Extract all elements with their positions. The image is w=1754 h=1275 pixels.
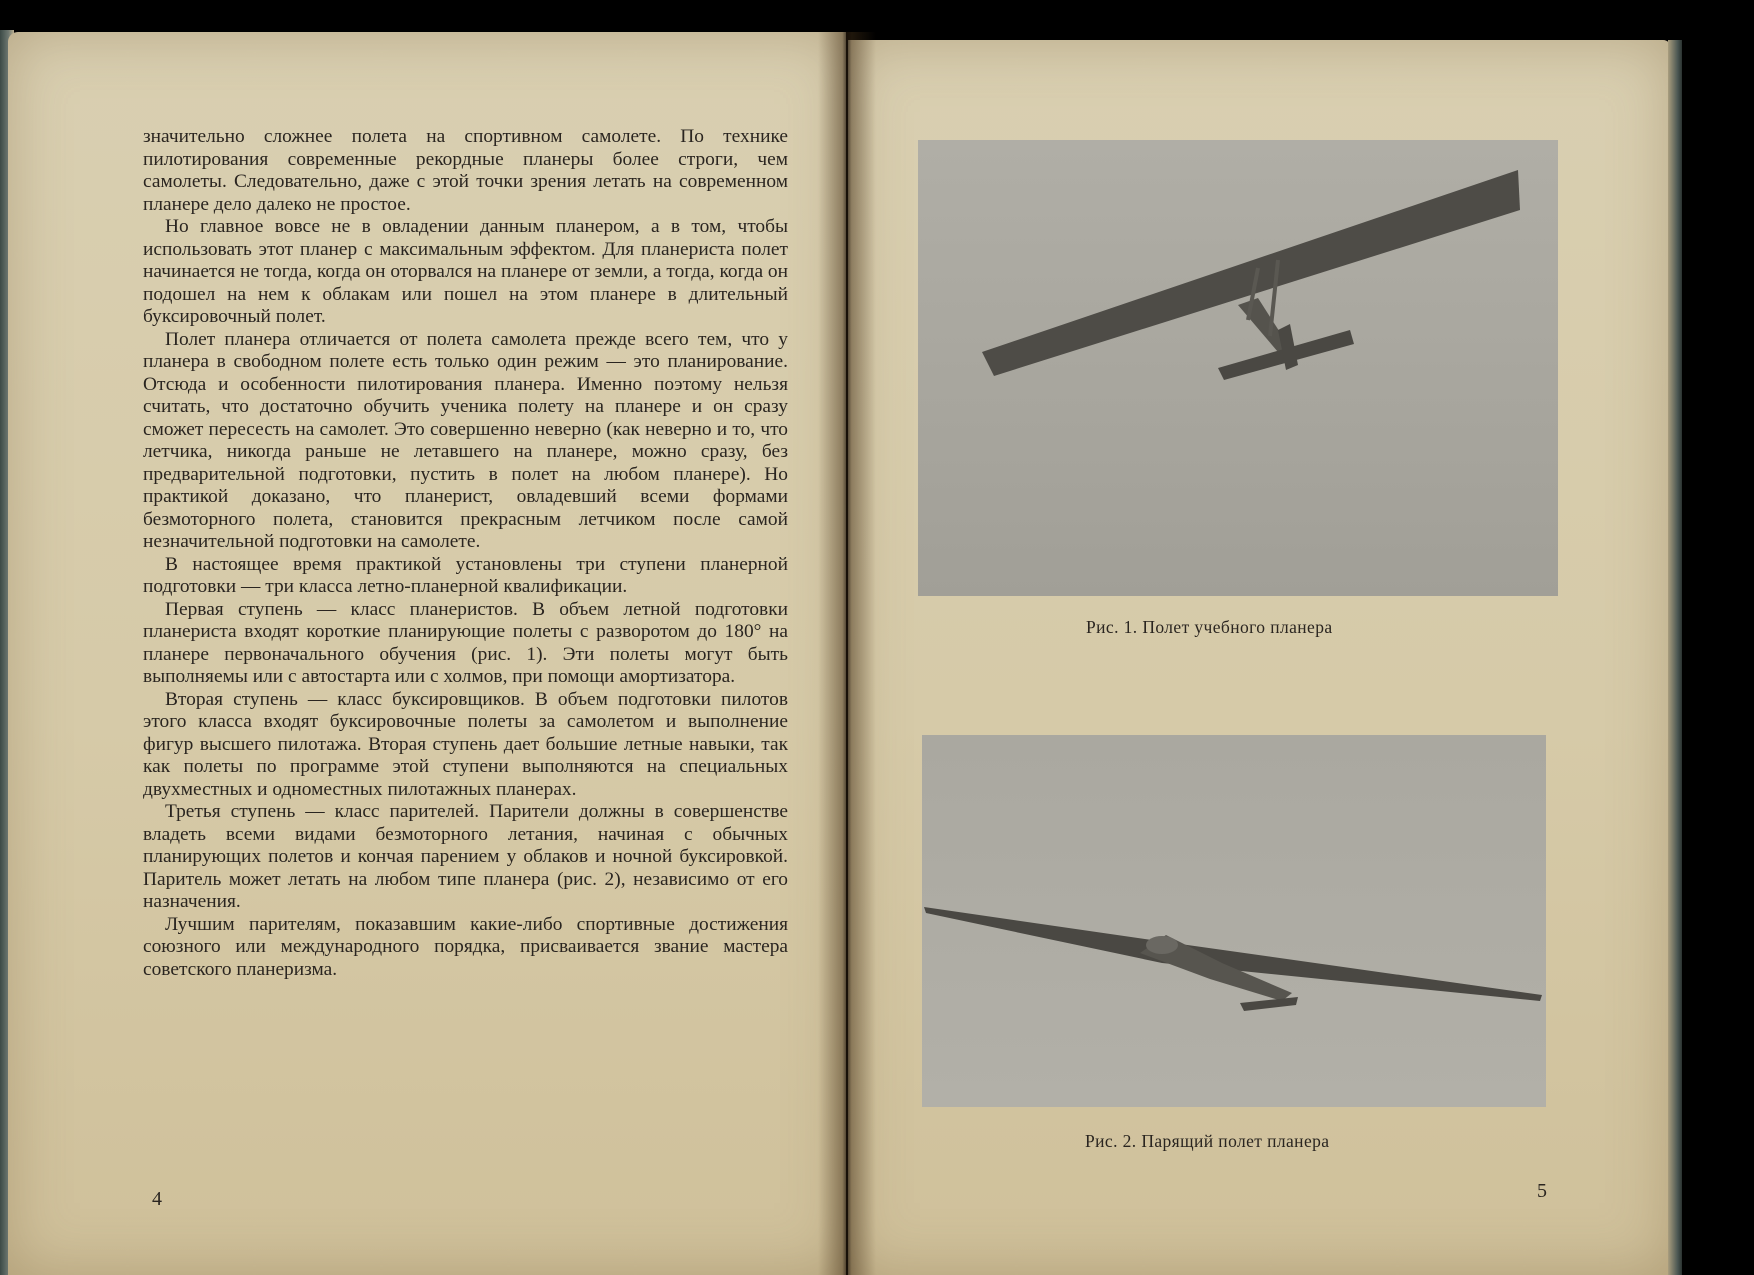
book-cover-edge-right [1668, 40, 1682, 1275]
figure-1-caption: Рис. 1. Полет учебного планера [1086, 617, 1333, 637]
figure-2-photo [922, 735, 1546, 1107]
paragraph: Вторая ступень — класс буксировщиков. В объем подготовки пилотов этого класса входят буксировочные полеты за самолетом и выполнение фигур высшего пилотажа. Вторая ступень дает большие летные навыки, так как полеты по программе этой ступени выполняются на специальных двухместных и одноместных пилотажных планерах. [143, 688, 788, 800]
paragraph: значительно сложнее полета на спортивном самолете. По технике пилотирования современные рекордные планеры более строги, чем самолеты. Следовательно, даже с этой точки зрения летать на современном планере дело далеко не простое. [143, 126, 788, 215]
figure-2-caption: Рис. 2. Парящий полет планера [1085, 1131, 1330, 1151]
paragraph: В настоящее время практикой установлены три ступени планерной подготовки — три класса летно-планерной квалификации. [143, 553, 788, 597]
paragraph: Полет планера отличается от полета самолета прежде всего тем, что у планера в свободном полете есть только один режим — это планирование. Отсюда и особенности пилотирования планера. Именно поэтому нельзя считать, что достаточно обучить ученика полету на планере и он сразу сможет пересесть на самолет. Это совершенно неверно (как неверно и то, что летчика, никогда раньше не летавшего на планере, можно сразу, без предварительной подготовки, пустить в полет на любом планере). Но практикой доказано, что планерист, овладевший всеми формами безмоторного полета, становится прекрасным летчиком после самой незначительной подготовки на самолете. [143, 328, 788, 552]
book-gutter [818, 32, 876, 1275]
paragraph: Но главное вовсе не в овладении данным планером, а в том, чтобы использовать этот планер с максимальным эффектом. Для планериста полет начинается не тогда, когда он оторвался на планере от земли, а тогда, когда он подошел на нем к облакам или пошел на этом планере в длительный буксировочный полет. [143, 216, 788, 327]
left-page-text [143, 126, 788, 981]
figure-1-photo [918, 140, 1558, 596]
page-number-left: 4 [152, 1188, 162, 1210]
page-number-right: 5 [1537, 1180, 1547, 1202]
paragraph: Лучшим парителям, показавшим какие-либо спортивные достижения союзного или международного порядка, присваивается звание мастера советского планеризма. [143, 913, 788, 980]
paragraph: Третья ступень — класс парителей. Парители должны в совершенстве владеть всеми видами безмоторного летания, начиная с обычных планирующих полетов и кончая парением у облаков и ночной буксировкой. Паритель может летать на любом типе планера (рис. 2), независимо от его назначения. [143, 801, 788, 912]
paragraph: Первая ступень — класс планеристов. В объем летной подготовки планериста входят короткие планирующие полеты с разворотом до 180° на планере первоначального обучения (рис. 1). Эти полеты могут быть выполняемы или с автостарта или с холмов, при помощи амортизатора. [143, 598, 788, 687]
